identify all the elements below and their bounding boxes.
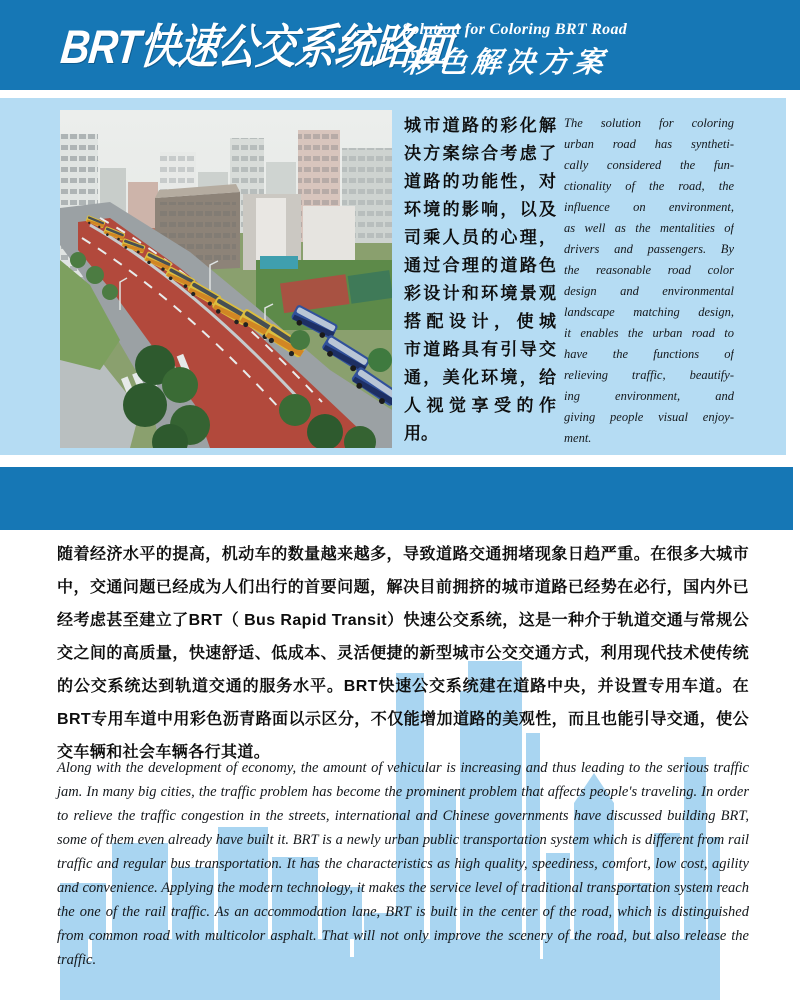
text-line: relieving traffic, beautify- — [564, 368, 734, 382]
header-subtitle-english: Solution for Coloring BRT Road — [402, 21, 628, 38]
text-line: 环境的影响，以及 — [404, 200, 556, 219]
body-paragraph-chinese: 随着经济水平的提高，机动车的数量越来越多，导致道路交通拥堵现象日趋严重。在很多大城市中，交通问题已经成为人们出行的首要问题，解决目前拥挤的城市道路已经势在必行，国内外已经考虑甚至建立了BRT（ Bus Rapid Transit）快速公交系统，这是一种介于轨道交通与常规公交之间的高质量，快速舒适、低成本、灵活便捷的新型城市公交交通方式，利用现代技术使传统的公交系统达到轨道交通的服务水平。BRT快速公交系统建在道路中央，并设置专用车道。在BRT专用车道中用彩色沥青路面以示区分，不仅能增加道路的美观性，而且也能引导交通，使公交车辆和社会车辆各行其道。 — [57, 546, 749, 761]
text-line: 人视觉享受的作 — [404, 396, 556, 415]
text-line: the reasonable road color — [564, 263, 734, 277]
intro-section — [0, 98, 786, 455]
text-line: 决方案综合考虑了 — [404, 144, 556, 163]
header-subtitle-chinese: 彩色解决方案 — [402, 47, 610, 79]
text-line: 司乘人员的心理， — [404, 228, 556, 247]
text-line: 城市道路的彩化解 — [404, 116, 556, 135]
text-line: 用。 — [404, 424, 438, 443]
intro-text-chinese — [404, 112, 556, 448]
text-line: influence on environment, — [564, 200, 734, 214]
text-line: ing environment, and — [564, 389, 734, 403]
text-line: 市道路具有引导交 — [404, 340, 556, 359]
text-line: ment. — [564, 431, 592, 445]
text-line: urban road has syntheti- — [564, 137, 734, 151]
text-line: 道路的功能性，对 — [404, 172, 556, 191]
text-line: design and environmental — [564, 284, 734, 298]
text-line: The solution for coloring — [564, 116, 734, 130]
page-title: BRT快速公交系统路面 — [58, 21, 455, 74]
header-subtitles — [402, 21, 627, 81]
body-paragraph-english: Along with the development of economy, the amount of vehicular is increasing and thus leading to the serious traffic jam. In many big cities, the traffic problem has become the prominent problem that affects people's traveling. In order to relieve the traffic congestion in the streets, international and Chinese governments have discussed building BRT, some of them even already have built it. BRT is a newly urban public transportation system which is different from rail traffic and regular bus transportation. It has the characteristics as high quality, speediness, comfort, low cost, agility and convenience. Applying the modern technology, it makes the service level of traditional transportation system reach the one of the rail traffic. As an accommodation lane, BRT is built in the center of the road, which is distinguished from common road with multicolor asphalt. That will not only improve the scenery of the road, but also release the traffic. — [57, 760, 749, 968]
text-line: it enables the urban road to — [564, 326, 734, 340]
text-line: have the functions of — [564, 347, 734, 361]
text-line: 彩设计和环境景观 — [404, 284, 556, 303]
text-line: as well as the mentalities of — [564, 221, 734, 235]
text-line: 通，美化环境，给 — [404, 368, 556, 387]
text-line: landscape matching design, — [564, 305, 734, 319]
text-line: giving people visual enjoy- — [564, 410, 734, 424]
text-line: ctionality of the road, the — [564, 179, 734, 193]
text-line: drivers and passengers. By — [564, 242, 734, 256]
blue-divider-band — [0, 467, 793, 530]
text-line: cally considered the fun- — [564, 158, 734, 172]
text-line: 通过合理的道路色 — [404, 256, 556, 275]
brt-street-photo-graphic — [60, 110, 392, 448]
header-banner — [0, 0, 800, 90]
intro-text-english — [564, 113, 734, 449]
text-line: 搭配设计，使城 — [404, 312, 556, 331]
brt-street-photo — [60, 110, 392, 448]
body-section — [0, 530, 800, 1000]
